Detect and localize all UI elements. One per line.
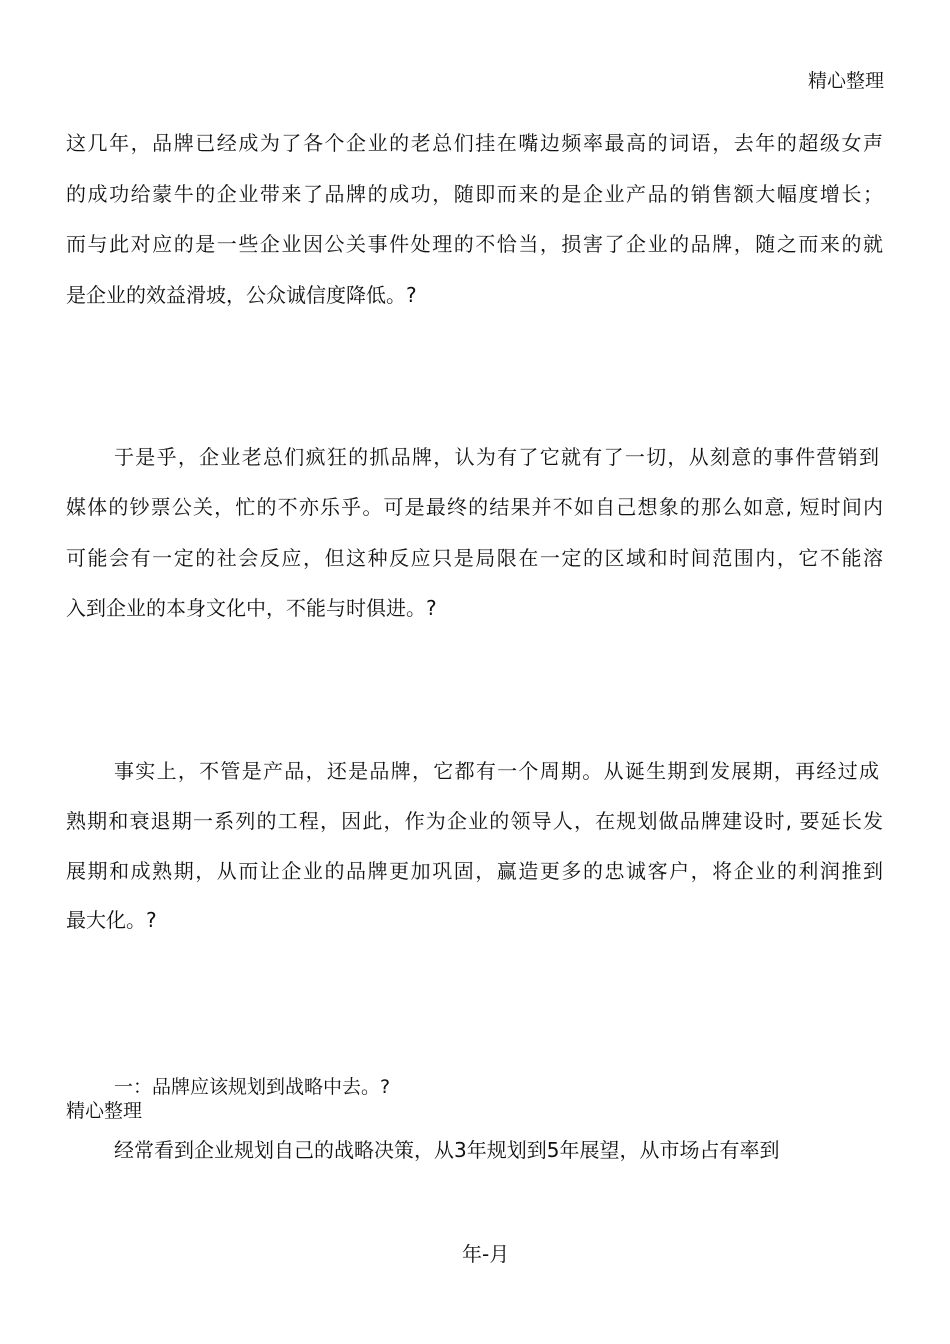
- paragraph-3-line-2: 熟期和衰退期一系列的工程，因此，作为企业的领导人，在规划做品牌建设时, 要延长发: [66, 809, 883, 833]
- body-line-last: 经常看到企业规划自己的战略决策，从3年规划到5年展望，从市场占有率到: [114, 1138, 780, 1162]
- header-label: 精心整理: [807, 70, 884, 92]
- paragraph-1-line-2: 的成功给蒙牛的企业带来了品牌的成功，随即而来的是企业产品的销售额大幅度增长；: [66, 182, 883, 206]
- paragraph-1-line-4: 是企业的效益滑坡，公众诚信度降低。?: [66, 283, 417, 307]
- paragraph-2-line-4: 入到企业的本身文化中，不能与时俱进。?: [66, 596, 437, 620]
- footer-label: 精心整理: [66, 1100, 143, 1122]
- paragraph-2-line-2: 媒体的钞票公关，忙的不亦乐乎。可是最终的结果并不如自己想象的那么如意, 短时间内: [66, 495, 883, 519]
- date-label: 年-月: [462, 1242, 510, 1266]
- paragraph-3-line-4: 最大化。?: [66, 908, 157, 932]
- paragraph-1-line-1: 这几年，品牌已经成为了各个企业的老总们挂在嘴边频率最高的词语，去年的超级女声: [66, 131, 883, 155]
- paragraph-2-line-3: 可能会有一定的社会反应，但这种反应只是局限在一定的区域和时间范围内，它不能溶: [66, 546, 883, 570]
- paragraph-3-line-3: 展期和成熟期，从而让企业的品牌更加巩固，赢造更多的忠诚客户，将企业的利润推到: [66, 859, 883, 883]
- section-heading: 一：品牌应该规划到战略中去。?: [114, 1076, 391, 1098]
- paragraph-3-line-1: 事实上，不管是产品，还是品牌，它都有一个周期。从诞生期到发展期，再经过成: [114, 759, 879, 783]
- paragraph-2-line-1: 于是乎，企业老总们疯狂的抓品牌，认为有了它就有了一切，从刻意的事件营销到: [114, 445, 879, 469]
- paragraph-1-line-3: 而与此对应的是一些企业因公关事件处理的不恰当，损害了企业的品牌，随之而来的就: [66, 232, 883, 256]
